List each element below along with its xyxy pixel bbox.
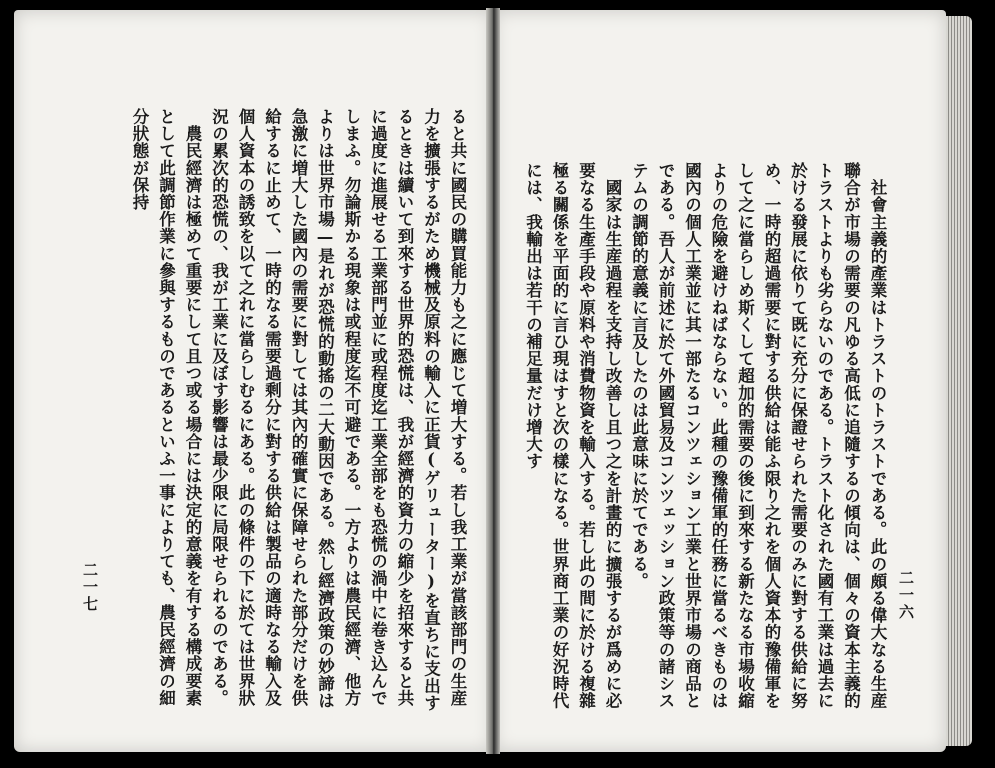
left-page-number: 二一七	[81, 562, 99, 613]
right-page-number: 二一六	[897, 570, 915, 621]
right-page-body-text: 社會主義的產業はトラストのトラストである。此の頗る偉大なる生産聯合が市場の需要の凡ゆる高低に追隨するの傾向は、個々の資本主義的トラストよりも劣らないのである。トラスト化された國有工業は過去に於ける發展に依りて既に充分に保證せられた需要のみに對する供給に努め、一時的超過需要に對する供給は能ふ限り之れを個人資本的豫備軍をして之に當らしめ斯くして超加的需要の後に到來する新たなる市場收縮よりの危險を避けねばならない。此種の豫備軍的任務に當るべきものは國內の個人工業並に其一部たるコンツェション工業と世界市場の商品とである。吾人が前述に於て外國貿易及コンツェッション政策等の諸システムの調節的意義に言及したのは此意味に於てである。 國家は生産過程を支持し改善し且つ之を計畫的に擴張するが爲めに必要なる生產手段や原料や消費物資を輸入する。若し此の間に於ける複雜極る關係を平面的に言ひ現はすと次の樣になる。世界商工業の好況時代には、我輸出は若干の補足量だけ增大す	[523, 162, 887, 710]
page-edges	[946, 16, 972, 746]
left-page-body-text: ると共に國民の購買能力も之に應じて増大する。若し我工業が當該部門の生産力を擴張するがため機械及原料の輸入に正貨(ゲリューター)を直ちに支出するときは續いて到來する世界的恐慌は、我が經濟的資力の縮少を招來すると共に過度に進展せる工業部門並に或程度迄工業全部をも恐慌の渦中に卷き込んでしまふ。勿論斯かる現象は或程度迄不可避である。一方よりは農民經濟、他方よりは世界市場—是れが恐慌的動搖の二大動因である。然し經濟政策の妙諦は急激に増大した國內の需要に對しては其內的確實に保障せられた部分だけを供給するに止めて、一時的なる需要過剩分に對する供給は製品の適時なる輸入及個人資本の誘致を以て之れに當らしむるにある。此の條件の下に於ては世界狀況の累次的恐慌の、我が工業に及ぼす影響は最少限に局限せられるのである。 農民經濟は極めて重要にして且つ或る場合には決定的意義を有する構成要素として此調節作業に參與するものであるといふ一事によりても、農民經濟の細分狀態が保持	[130, 108, 467, 712]
book-gutter	[486, 8, 500, 754]
